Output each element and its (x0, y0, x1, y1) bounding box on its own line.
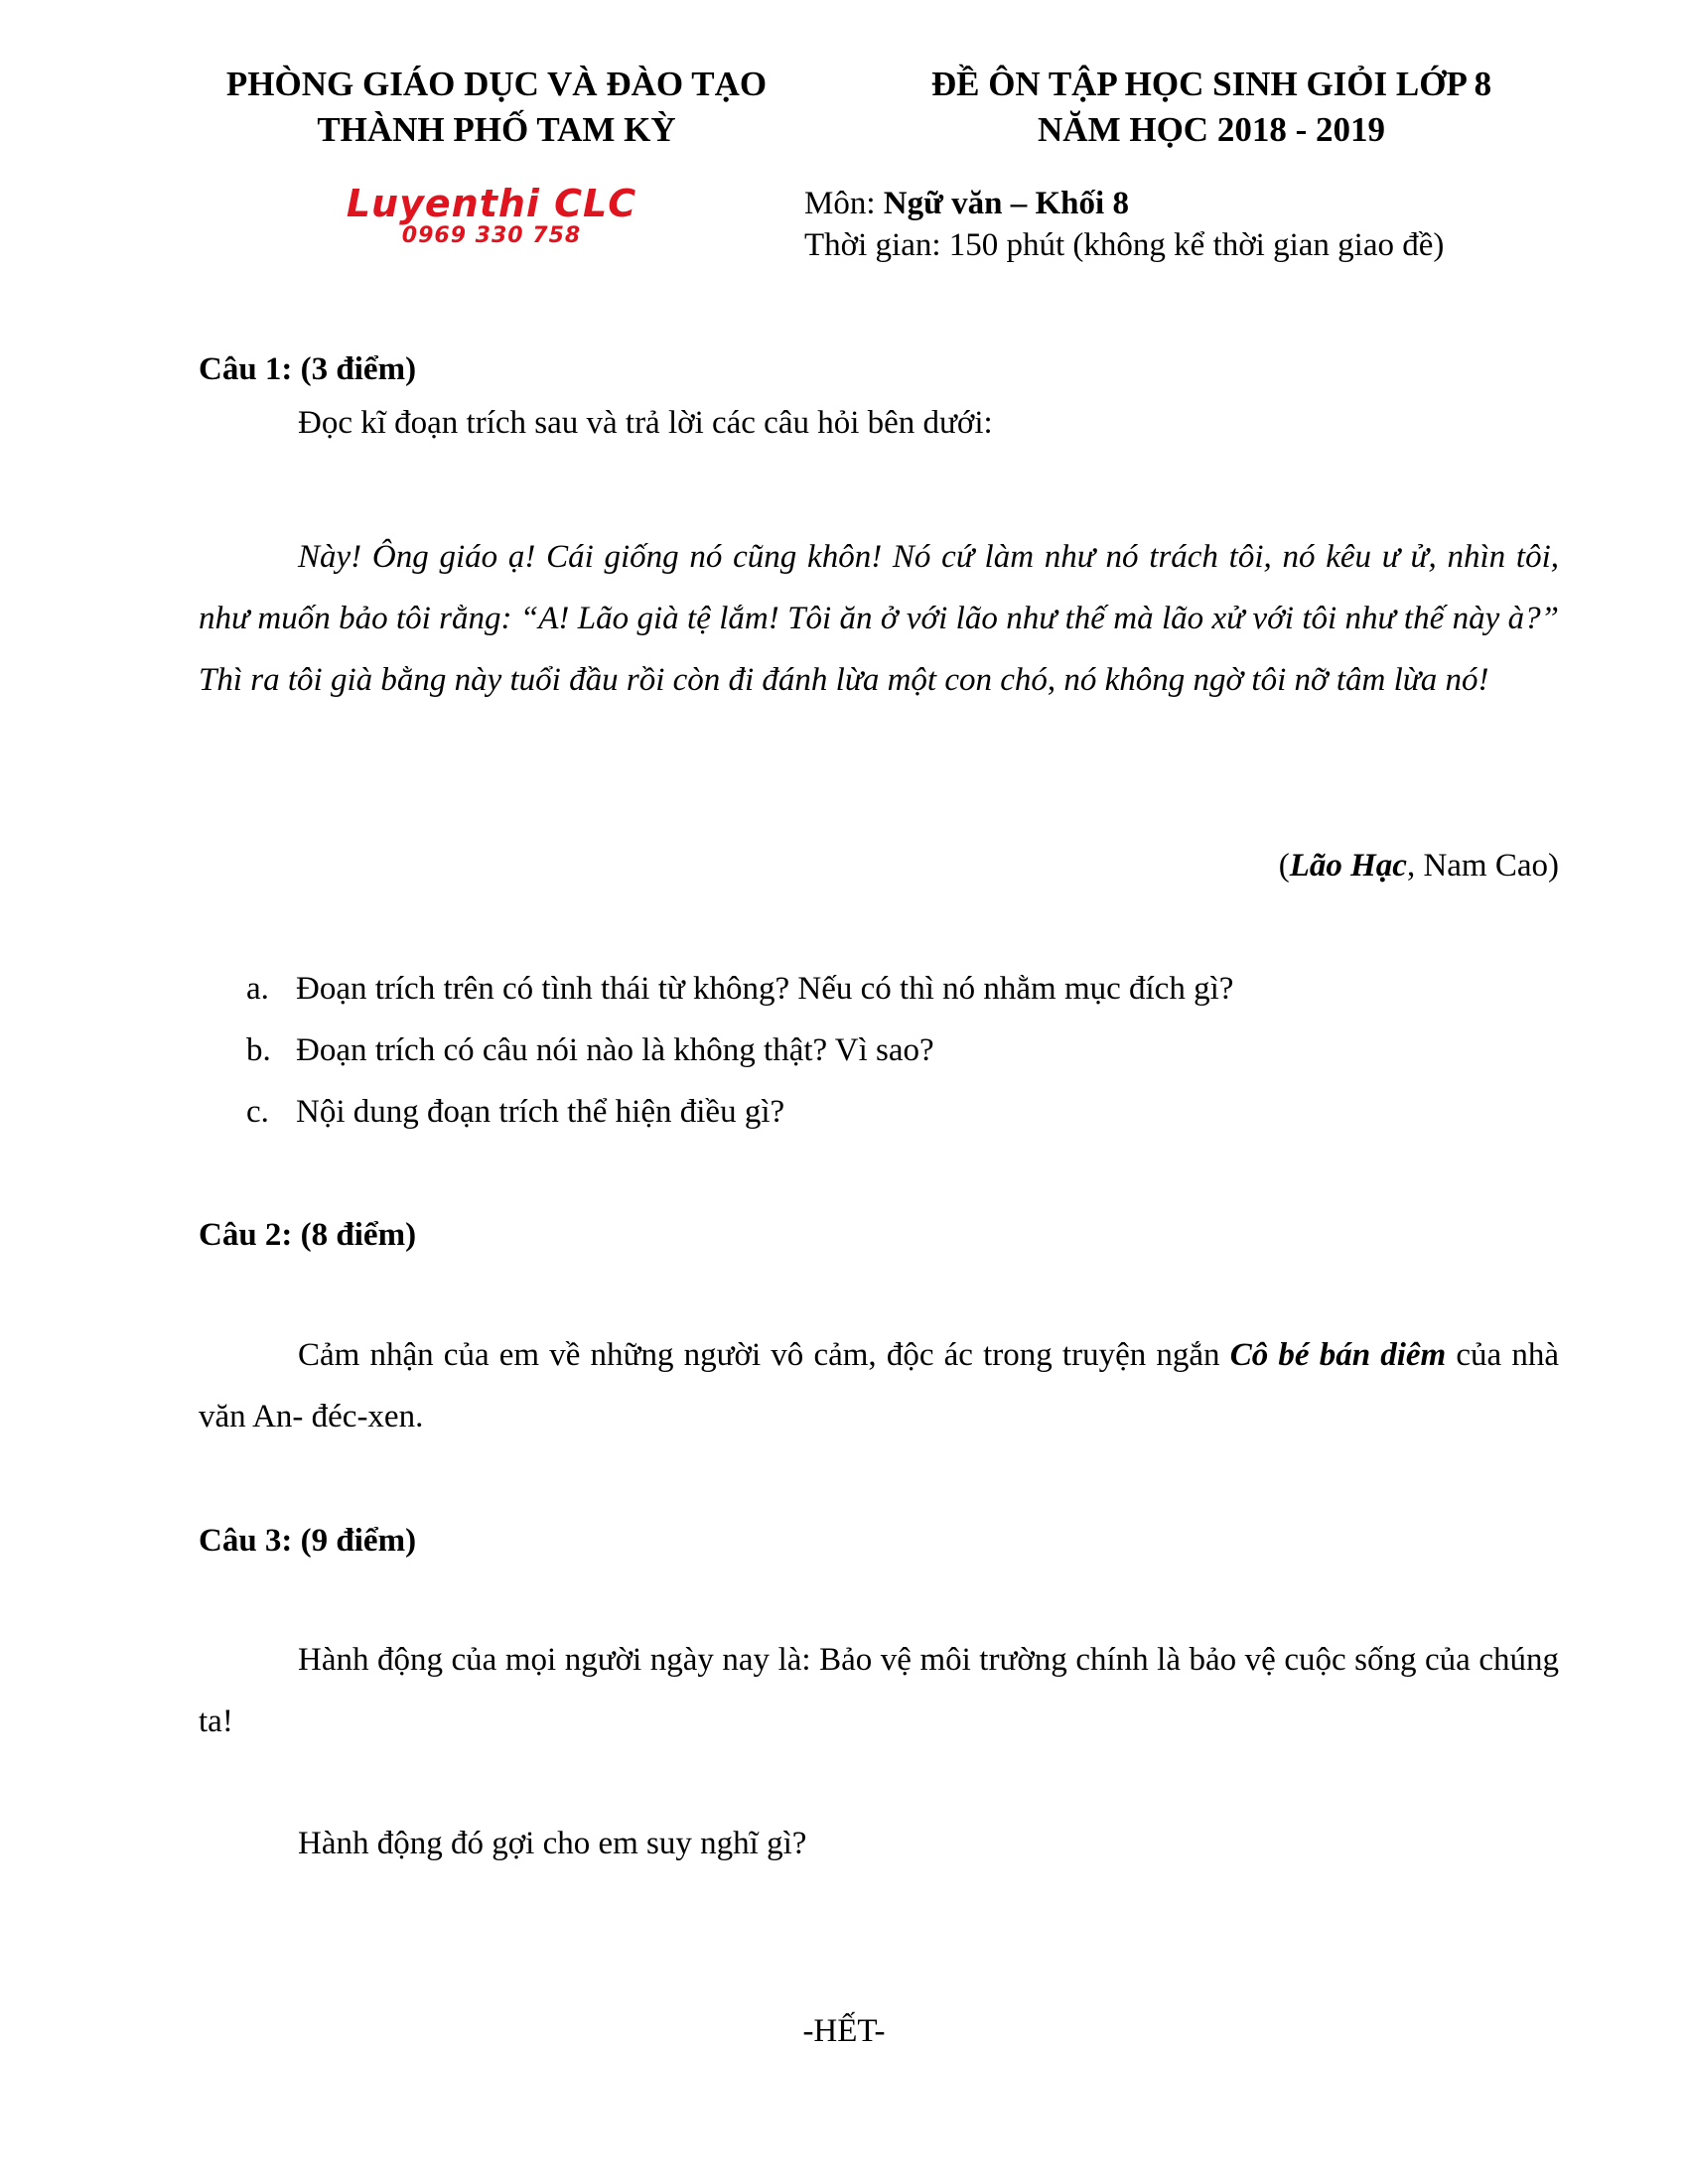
q2-body (199, 1324, 1559, 1447)
subject-label: Môn: (804, 186, 884, 221)
q1-instruction-block (199, 403, 1559, 443)
q1-source-block (199, 846, 1559, 886)
issuer-line-2: THÀNH PHỐ TAM KỲ (317, 110, 676, 149)
sub-text: Nội dung đoạn trích thể hiện điều gì? (296, 1094, 785, 1130)
school-year: NĂM HỌC 2018 - 2019 (1038, 110, 1385, 149)
q3-para2-block (199, 1813, 1559, 1874)
q1-source (199, 846, 1559, 886)
issuer-line-1: PHÒNG GIÁO DỤC VÀ ĐÀO TẠO (225, 65, 768, 103)
logo-phone: 0969 330 758 (401, 223, 582, 248)
q2-heading-block (199, 1215, 1559, 1255)
q3-para1-block (199, 1629, 1559, 1752)
subject-line (804, 183, 1599, 224)
q1-heading-block (199, 349, 1559, 389)
brand-logo (328, 184, 655, 253)
q1-heading: Câu 1: (3 điểm) (199, 351, 417, 387)
sub-text: Đoạn trích có câu nói nào là không thật? Vì sao? (296, 1032, 934, 1068)
q1-passage-block (199, 526, 1559, 711)
sub-mark: a. (246, 971, 269, 1007)
q3-heading: Câu 3: (9 điểm) (199, 1523, 417, 1559)
exam-info (804, 183, 1599, 266)
exam-title: ĐỀ ÔN TẬP HỌC SINH GIỎI LỚP 8 (930, 65, 1492, 103)
q2-work-title: Cô bé bán diêm (1229, 1337, 1447, 1373)
q1-sub-b (246, 1030, 934, 1070)
source-work: Lão Hạc (1289, 848, 1407, 884)
q1-sub-c (246, 1092, 784, 1132)
q2-body-block (199, 1324, 1559, 1447)
q2-text-before: Cảm nhận của em về những người vô cảm, độc ác trong truyện ngắn (298, 1337, 1230, 1373)
subject-value: Ngữ văn – Khối 8 (883, 186, 1129, 221)
sub-mark: c. (246, 1094, 269, 1130)
q1-sub-a (246, 969, 1233, 1009)
q1-passage: Này! Ông giáo ạ! Cái giống nó cũng khôn! Nó cứ làm như nó trách tôi, nó kêu ư ử, nhìn tôi, như muốn bảo tôi rằng: “A! Lão già tệ lắm! Tôi ăn ở với lão như thế mà lão xử với tôi như thế này à?” Thì ra tôi già bằng này tuổi đầu rồi còn đi đánh lừa một con chó, nó không ngờ tôi nỡ tâm lừa nó! (199, 539, 1559, 698)
exam-title-header (874, 62, 1549, 153)
q2-heading: Câu 2: (8 điểm) (199, 1217, 417, 1253)
q3-heading-block (199, 1521, 1559, 1561)
time-line: Thời gian: 150 phút (không kể thời gian giao đề) (804, 227, 1445, 263)
q1-instruction: Đọc kĩ đoạn trích sau và trả lời các câu hỏi bên dưới: (298, 405, 993, 441)
source-author: , Nam Cao) (1406, 848, 1559, 884)
sub-mark: b. (246, 1032, 271, 1068)
q3-para2: Hành động đó gợi cho em suy nghĩ gì? (298, 1826, 807, 1861)
source-open: ( (1278, 848, 1290, 884)
end-marker: -HẾT- (802, 2013, 886, 2049)
q2-text-after: của nhà văn An- đéc-xen. (199, 1337, 1559, 1434)
logo-name: Luyenthi CLC (346, 182, 637, 225)
q3-para1: Hành động của mọi người ngày nay là: Bảo vệ môi trường chính là bảo vệ cuộc sống của chúng ta! (199, 1642, 1559, 1739)
sub-text: Đoạn trích trên có tình thái từ không? Nếu có thì nó nhằm mục đích gì? (296, 971, 1234, 1007)
issuer-header (159, 62, 834, 153)
